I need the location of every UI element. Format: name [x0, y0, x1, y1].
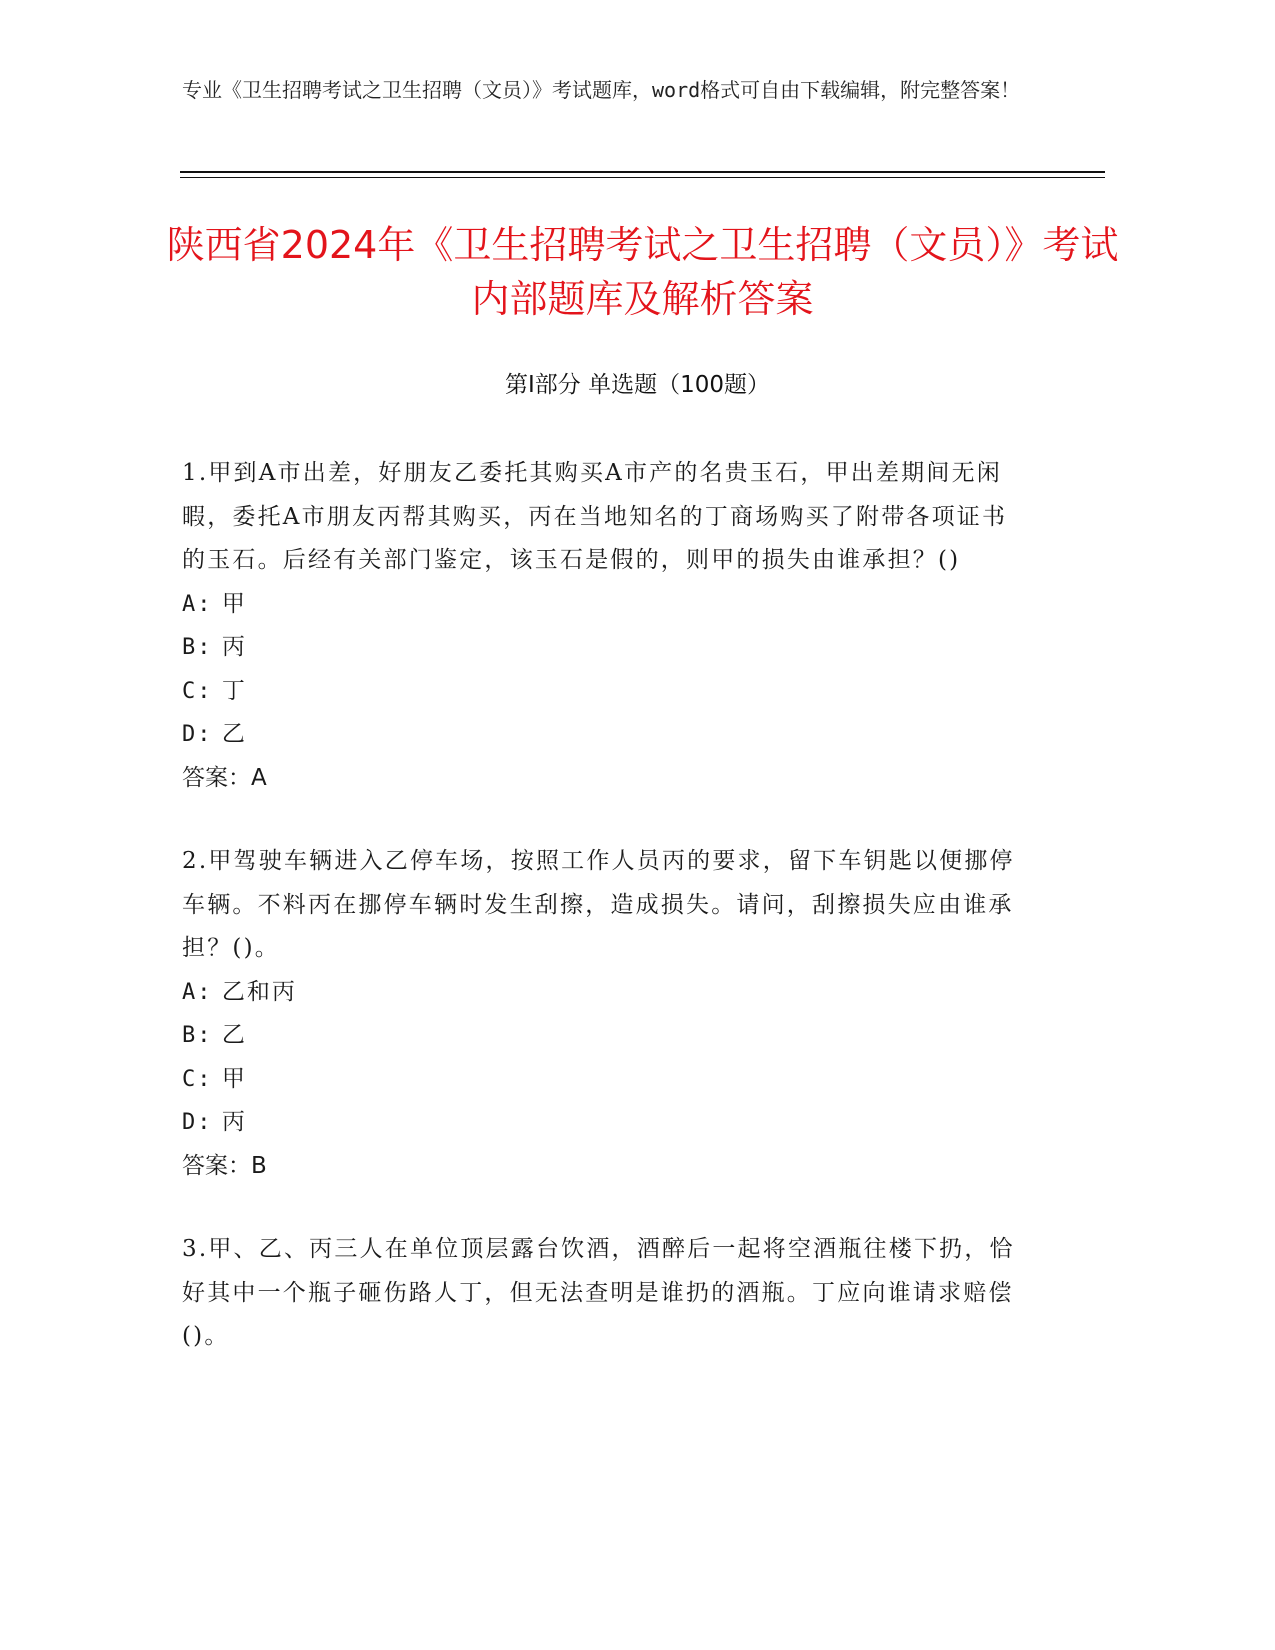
section-heading: 第I部分 单选题（100题） — [505, 372, 770, 398]
question-3 — [182, 1228, 1022, 1359]
answer-line: 答案：B — [182, 1152, 267, 1179]
option-c — [182, 670, 1022, 714]
option-d — [182, 713, 1022, 757]
option-c — [182, 1058, 1022, 1102]
option-text: 乙和丙 — [221, 978, 297, 1005]
question-list — [182, 452, 1022, 1399]
option-b — [182, 626, 1022, 670]
option-text: 乙 — [221, 721, 247, 747]
option-letter: B: — [182, 635, 213, 660]
option-a — [182, 971, 1022, 1015]
option-letter: C: — [182, 678, 213, 704]
option-letter: C: — [182, 1066, 213, 1092]
question-text: 2.甲驾驶车辆进入乙停车场，按照工作人员丙的要求，留下车钥匙以便挪停车辆。不料丙在挪停车辆时发生刮擦，造成损失。请问，刮擦损失应由谁承担？()。 — [182, 848, 1015, 961]
header-note: 专业《卫生招聘考试之卫生招聘（文员）》考试题库，word格式可自由下载编辑，附完整答案！ — [182, 78, 1021, 102]
option-text: 甲 — [221, 590, 247, 617]
option-letter: B: — [182, 1023, 213, 1048]
header-divider-thin — [180, 177, 1105, 178]
option-letter: D: — [182, 722, 213, 747]
option-text: 乙 — [221, 1022, 247, 1048]
option-text: 丙 — [221, 634, 247, 660]
option-text: 甲 — [221, 1065, 247, 1092]
option-letter: A: — [182, 591, 213, 617]
question-text: 1.甲到A市出差，好朋友乙委托其购买A市产的名贵玉石，甲出差期间无闲暇，委托A市朋友丙帮其购买，丙在当地知名的丁商场购买了附带各项证书的玉石。后经有关部门鉴定，该玉石是假的，则甲的损失由谁承担？() — [182, 460, 1008, 573]
question-2 — [182, 840, 1022, 1188]
option-b — [182, 1014, 1022, 1058]
option-letter: D: — [182, 1110, 213, 1135]
option-d — [182, 1101, 1022, 1145]
question-text: 3.甲、乙、丙三人在单位顶层露台饮酒，酒醉后一起将空酒瓶往楼下扔，恰好其中一个瓶子砸伤路人丁，但无法查明是谁扔的酒瓶。丁应向谁请求赔偿()。 — [182, 1236, 1015, 1349]
option-a — [182, 583, 1022, 627]
option-text: 丙 — [221, 1109, 247, 1135]
answer-line: 答案：A — [182, 764, 267, 791]
option-text: 丁 — [221, 677, 247, 704]
document-title: 陕西省2024年《卫生招聘考试之卫生招聘（文员）》考试内部题库及解析答案 — [166, 223, 1119, 321]
header-divider-thick — [180, 171, 1105, 173]
question-1 — [182, 452, 1022, 800]
option-letter: A: — [182, 979, 213, 1005]
